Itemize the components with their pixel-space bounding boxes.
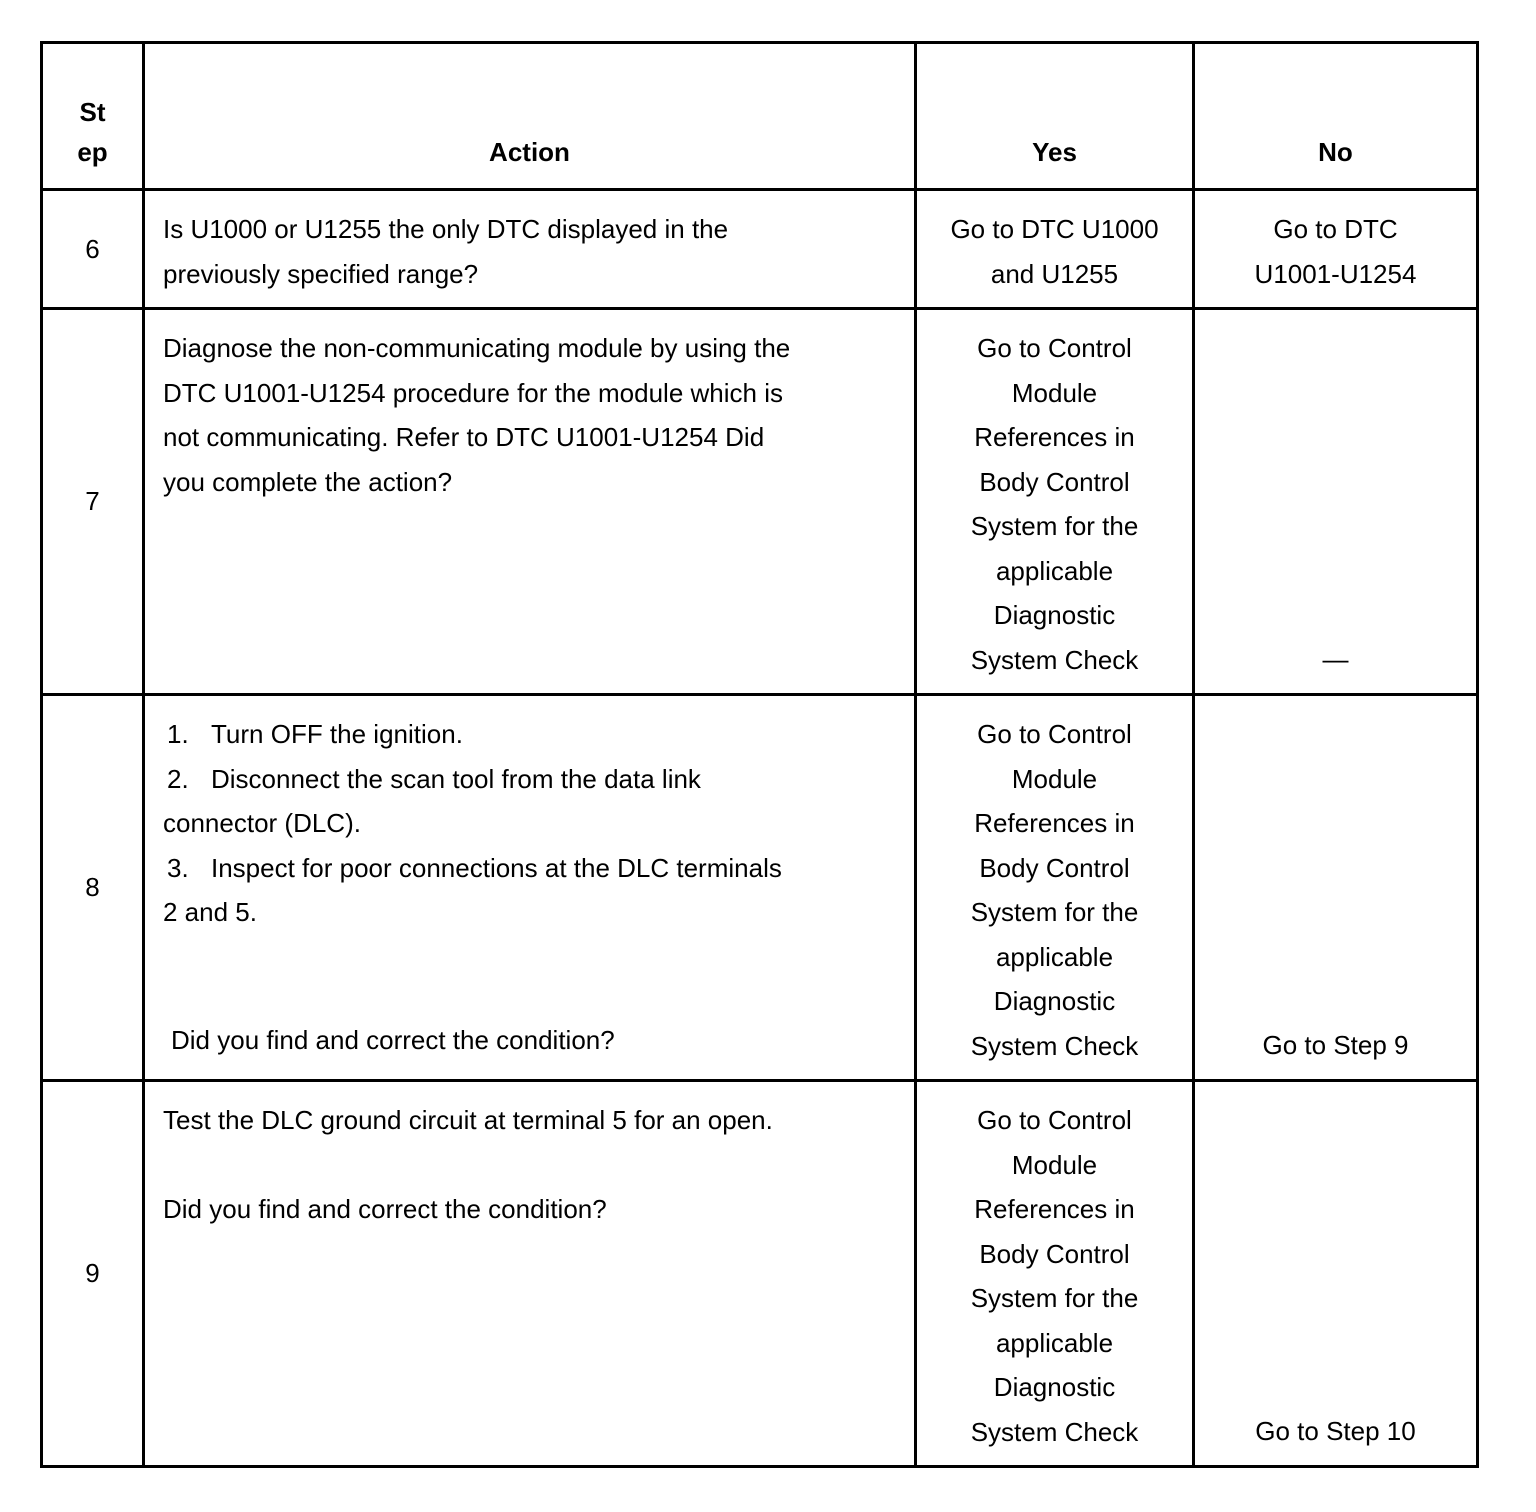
list-text: Turn OFF the ignition. — [211, 719, 463, 749]
yes-cell — [916, 309, 1194, 695]
step-number: 7 — [42, 309, 144, 695]
yes-line: Module — [1011, 377, 1098, 408]
header-no: No — [1194, 43, 1478, 190]
action-line: Is U1000 or U1255 the only DTC displayed in the — [163, 214, 729, 244]
question-text: Did you find and correct the condition? — [171, 1024, 615, 1055]
yes-line: Body Control — [979, 1238, 1130, 1269]
yes-line: Diagnostic — [993, 986, 1116, 1016]
list-number: 3. — [167, 852, 189, 883]
action-line: previously specified range? — [163, 258, 479, 289]
header-step-line: ep — [77, 137, 108, 167]
yes-line: Module — [1011, 1149, 1098, 1180]
header-step-line: St — [79, 97, 106, 127]
no-cell: — — [1194, 309, 1478, 695]
action-line: Diagnose the non-communicating module by using the — [163, 333, 791, 363]
yes-line: References in — [974, 422, 1135, 452]
action-text: Test the DLC ground circuit at terminal 5 for an open. — [163, 1105, 773, 1135]
yes-line: Go to DTC U1000 — [950, 214, 1159, 244]
list-number: 2. — [167, 763, 189, 794]
list-item — [163, 846, 896, 891]
header-action: Action — [144, 43, 916, 190]
header-step — [42, 43, 144, 190]
no-line: Go to DTC — [1273, 214, 1398, 244]
question-text: Did you find and correct the condition? — [163, 1193, 607, 1224]
yes-line: applicable — [995, 1327, 1114, 1358]
header-yes: Yes — [916, 43, 1194, 190]
yes-line: System for the — [970, 511, 1139, 541]
yes-line: References in — [974, 1194, 1135, 1224]
yes-line: and U1255 — [990, 258, 1119, 289]
list-text: Disconnect the scan tool from the data link — [211, 763, 701, 794]
action-cell — [144, 695, 916, 1081]
table-row — [42, 190, 1478, 309]
yes-line: Diagnostic — [993, 1372, 1116, 1402]
yes-line: Body Control — [979, 466, 1130, 497]
list-number: 1. — [167, 719, 189, 749]
yes-line: Go to Control — [977, 719, 1132, 749]
action-cell — [144, 1081, 916, 1467]
yes-line: System for the — [970, 1283, 1139, 1313]
yes-line: System Check — [970, 1030, 1139, 1061]
table-row — [42, 695, 1478, 1081]
yes-line: Module — [1011, 763, 1098, 794]
list-item — [163, 712, 896, 757]
action-line: DTC U1001-U1254 procedure for the module which is — [163, 377, 783, 408]
yes-line: Go to Control — [977, 1105, 1132, 1135]
list-item-continuation: 2 and 5. — [163, 897, 257, 927]
no-cell: Go to Step 9 — [1194, 695, 1478, 1081]
yes-line: applicable — [995, 941, 1114, 972]
step-number: 6 — [42, 190, 144, 309]
yes-line: System Check — [970, 1416, 1139, 1447]
no-line: U1001-U1254 — [1254, 258, 1417, 289]
spacer — [163, 935, 896, 1018]
step-number: 8 — [42, 695, 144, 1081]
spacer — [163, 1143, 896, 1187]
yes-line: Body Control — [979, 852, 1130, 883]
action-cell — [144, 309, 916, 695]
table-row — [42, 309, 1478, 695]
yes-line: applicable — [995, 555, 1114, 586]
no-cell — [1194, 190, 1478, 309]
step-number: 9 — [42, 1081, 144, 1467]
yes-line: Diagnostic — [993, 600, 1116, 630]
list-text: Inspect for poor connections at the DLC terminals — [211, 852, 782, 883]
diagnostic-table — [40, 41, 1479, 1468]
yes-cell — [916, 695, 1194, 1081]
action-cell — [144, 190, 916, 309]
table-header-row — [42, 43, 1478, 190]
list-item — [163, 757, 896, 802]
action-line: not communicating. Refer to DTC U1001-U1254 Did — [163, 422, 765, 452]
yes-line: References in — [974, 808, 1135, 838]
yes-cell — [916, 190, 1194, 309]
yes-line: Go to Control — [977, 333, 1132, 363]
yes-line: System for the — [970, 897, 1139, 927]
action-line: you complete the action? — [163, 466, 453, 497]
yes-line: System Check — [970, 644, 1139, 675]
no-cell: Go to Step 10 — [1194, 1081, 1478, 1467]
list-item-continuation: connector (DLC). — [163, 808, 361, 838]
table-row — [42, 1081, 1478, 1467]
yes-cell — [916, 1081, 1194, 1467]
